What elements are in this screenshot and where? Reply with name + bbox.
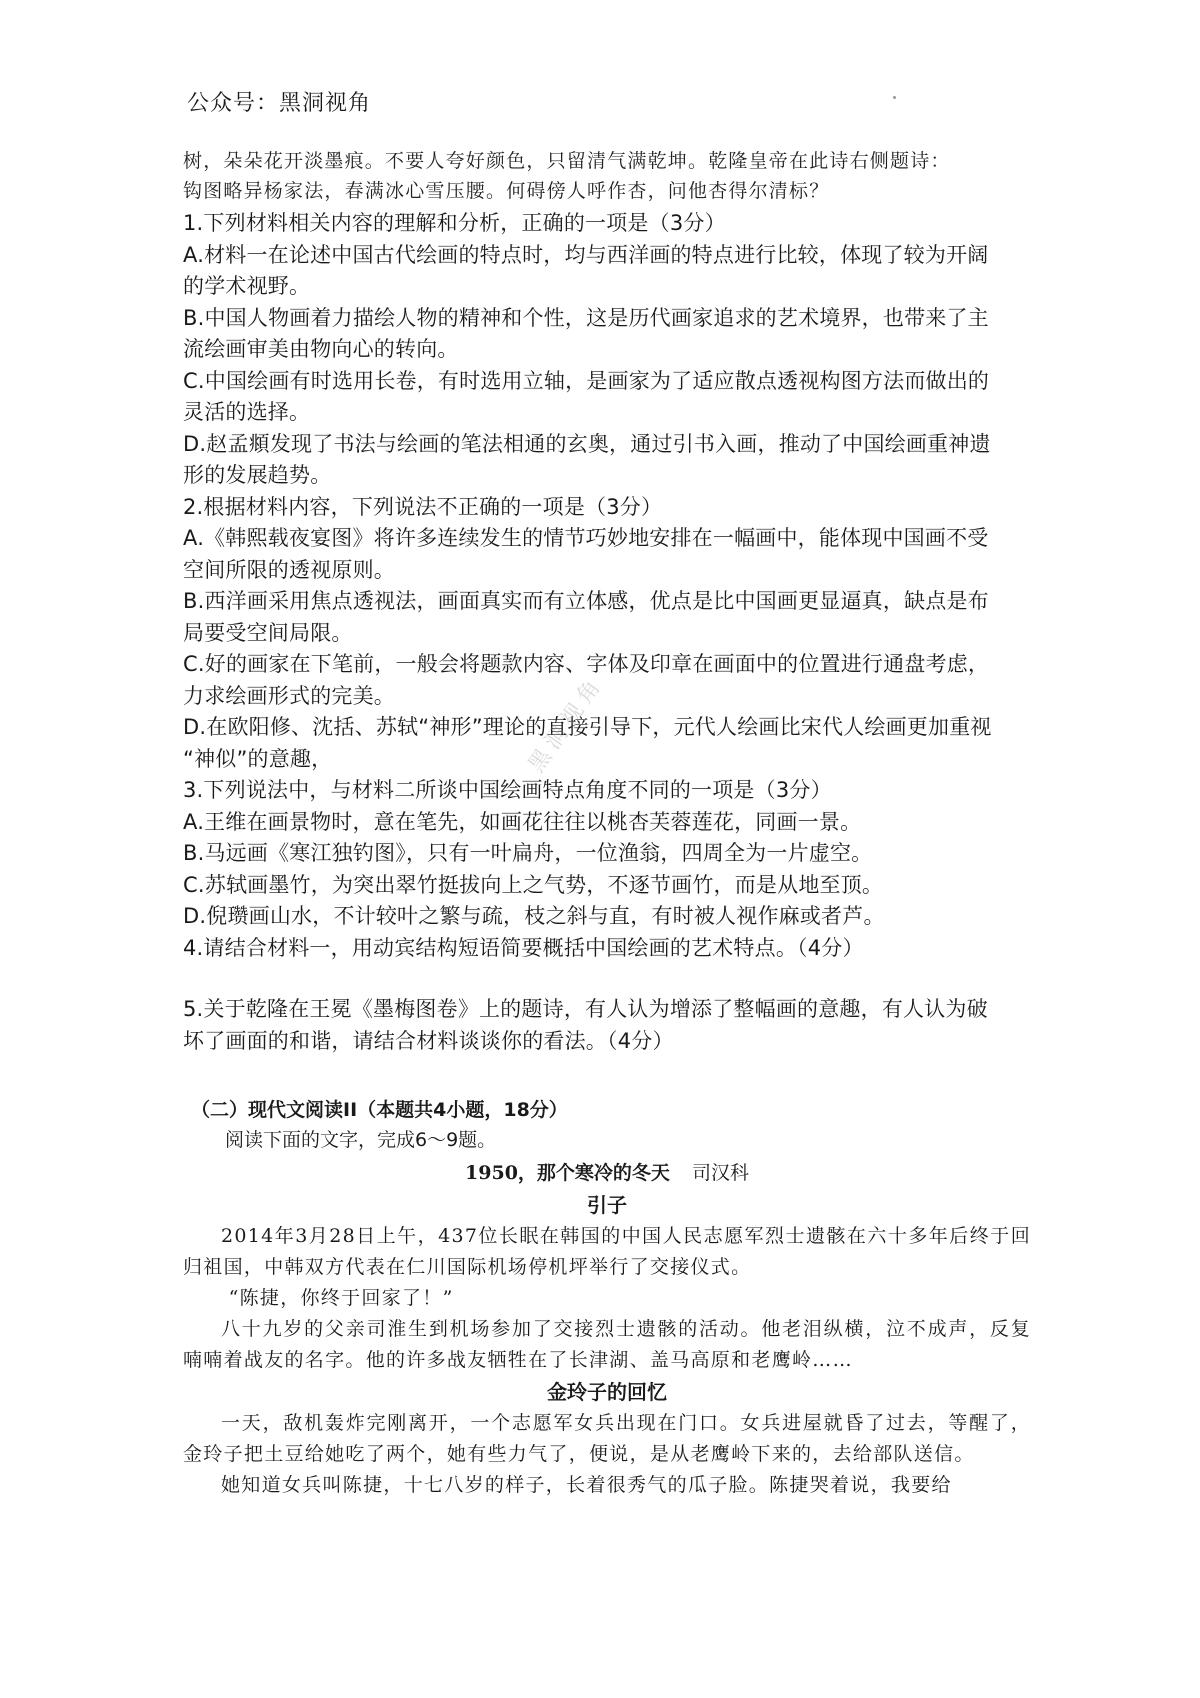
option-line: 的学术视野。 [183, 274, 311, 298]
source-header: 公众号：黑洞视角 [187, 91, 372, 116]
option-line: C.好的画家在下笔前，一般会将题款内容、字体及印章在画面中的位置进行通盘考虑， [183, 652, 990, 676]
reading-section [183, 1095, 1031, 1501]
questions-section [183, 146, 1031, 1057]
option-line: B.马远画《寒江独钓图》，只有一叶扁舟，一位渔翁，四周全为一片虚空。 [183, 841, 873, 865]
option-line: 力求绘画形式的完美。 [183, 683, 395, 708]
paragraph-quote: “陈捷，你终于回家了！” [228, 1287, 454, 1309]
question-stem: 2.根据材料内容，下列说法不正确的一项是（3分） [183, 494, 663, 519]
question-stem: 4.请结合材料一，用动宾结构短语简要概括中国绘画的艺术特点。（4分） [183, 935, 864, 960]
subheading-prologue: 引子 [587, 1193, 627, 1217]
option-line: 局要受空间局限。 [183, 620, 353, 645]
option-line: 灵活的选择。 [183, 400, 311, 424]
poem-line-2: 钩图略异杨家法，春满冰心雪压腰。何碍傍人呼作杏，问他杏得尔清标？ [183, 180, 830, 202]
section-title: （二）现代文阅读II（本题共4小题，18分） [191, 1099, 568, 1121]
question-2 [183, 492, 1031, 776]
question-stem: 5.关于乾隆在王冕《墨梅图卷》上的题诗，有人认为增添了整幅画的意趣，有人认为破 [183, 997, 988, 1021]
question-stem-cont: 坏了画面的和谐，请结合材料谈谈你的看法。（4分） [183, 1028, 674, 1053]
option-line: A.《韩熙载夜宴图》将许多连续发生的情节巧妙地安排在一幅画中，能体现中国画不受 [183, 526, 989, 550]
option-line: B.中国人物画着力描绘人物的精神和个性，这是历代画家追求的艺术境界，也带来了主 [183, 305, 989, 330]
story-heading [183, 1157, 1031, 1189]
option-line: B.西洋画采用焦点透视法，画面真实而有立体感，优点是比中国画更显逼真，缺点是布 [183, 589, 989, 613]
story-author: 司汉科 [691, 1162, 749, 1184]
watermark: 黑洞视角 [524, 671, 609, 778]
option-line: D.在欧阳修、沈括、苏轼“神形”理论的直接引导下，元代人绘画比宋代人绘画更加重视 [183, 715, 992, 739]
option-line: A.王维在画景物时，意在笔先，如画花往往以桃杏芙蓉莲花，同画一景。 [183, 809, 862, 834]
paragraph: 她知道女兵叫陈捷，十七八岁的样子，长着很秀气的瓜子脸。陈捷哭着说，我要给 [221, 1474, 952, 1496]
option-line: 流绘画审美由物向心的转向。 [183, 337, 459, 361]
question-3 [183, 775, 1031, 933]
paragraph: 八十九岁的父亲司淮生到机场参加了交接烈士遗骸的活动。他老泪纵横，泣不成声，反复喃喃着战友的名字。他的许多战友牺牲在了长津湖、盖马高原和老鹰岭…… [183, 1318, 1031, 1371]
subheading-memory: 金玲子的回忆 [547, 1380, 667, 1404]
scan-speck [893, 96, 896, 99]
option-line: C.中国绘画有时选用长卷，有时选用立轴，是画家为了适应散点透视构图方法而做出的 [183, 368, 990, 393]
question-1 [183, 208, 1031, 492]
question-4 [183, 933, 1031, 965]
option-line: C.苏轼画墨竹，为突出翠竹挺拔向上之气势，不逐节画竹，而是从地至顶。 [183, 872, 884, 897]
question-stem: 1.下列材料相关内容的理解和分析，正确的一项是（3分） [183, 211, 726, 235]
option-line: “神似”的意趣， [183, 746, 333, 771]
option-line: A.材料一在论述中国古代绘画的特点时，均与西洋画的特点进行比较，体现了较为开阔 [183, 242, 989, 267]
option-line: D.倪瓒画山水，不计较叶之繁与疏，枝之斜与直，有时被人视作麻或者芦。 [183, 904, 885, 928]
option-line: D.赵孟頫发现了书法与绘画的笔法相通的玄奥，通过引书入画，推动了中国绘画重神遗 [183, 431, 991, 456]
question-5 [183, 994, 1031, 1057]
paragraph: 2014年3月28日上午，437位长眠在韩国的中国人民志愿军烈士遗骸在六十多年后终于回归祖国，中韩双方代表在仁川国际机场停机坪举行了交接仪式。 [183, 1225, 1031, 1278]
option-line: 空间所限的透视原则。 [183, 557, 395, 582]
paragraph: 一天，敌机轰炸完刚离开，一个志愿军女兵出现在门口。女兵进屋就昏了过去，等醒了，金玲子把土豆给她吃了两个，她有些力气了，便说，是从老鹰岭下来的，去给部队送信。 [183, 1412, 1031, 1465]
answer-space [183, 964, 1031, 994]
story-title: 1950，那个寒冷的冬天 [465, 1162, 670, 1184]
poem-line-1: 树，朵朵花开淡墨痕。不要人夸好颜色，只留清气满乾坤。乾隆皇帝在此诗右侧题诗： [183, 150, 951, 172]
option-line: 形的发展趋势。 [183, 463, 332, 487]
section-instruction: 阅读下面的文字，完成6～9题。 [225, 1129, 497, 1151]
question-stem: 3.下列说法中，与材料二所谈中国绘画特点角度不同的一项是（3分） [183, 778, 832, 802]
